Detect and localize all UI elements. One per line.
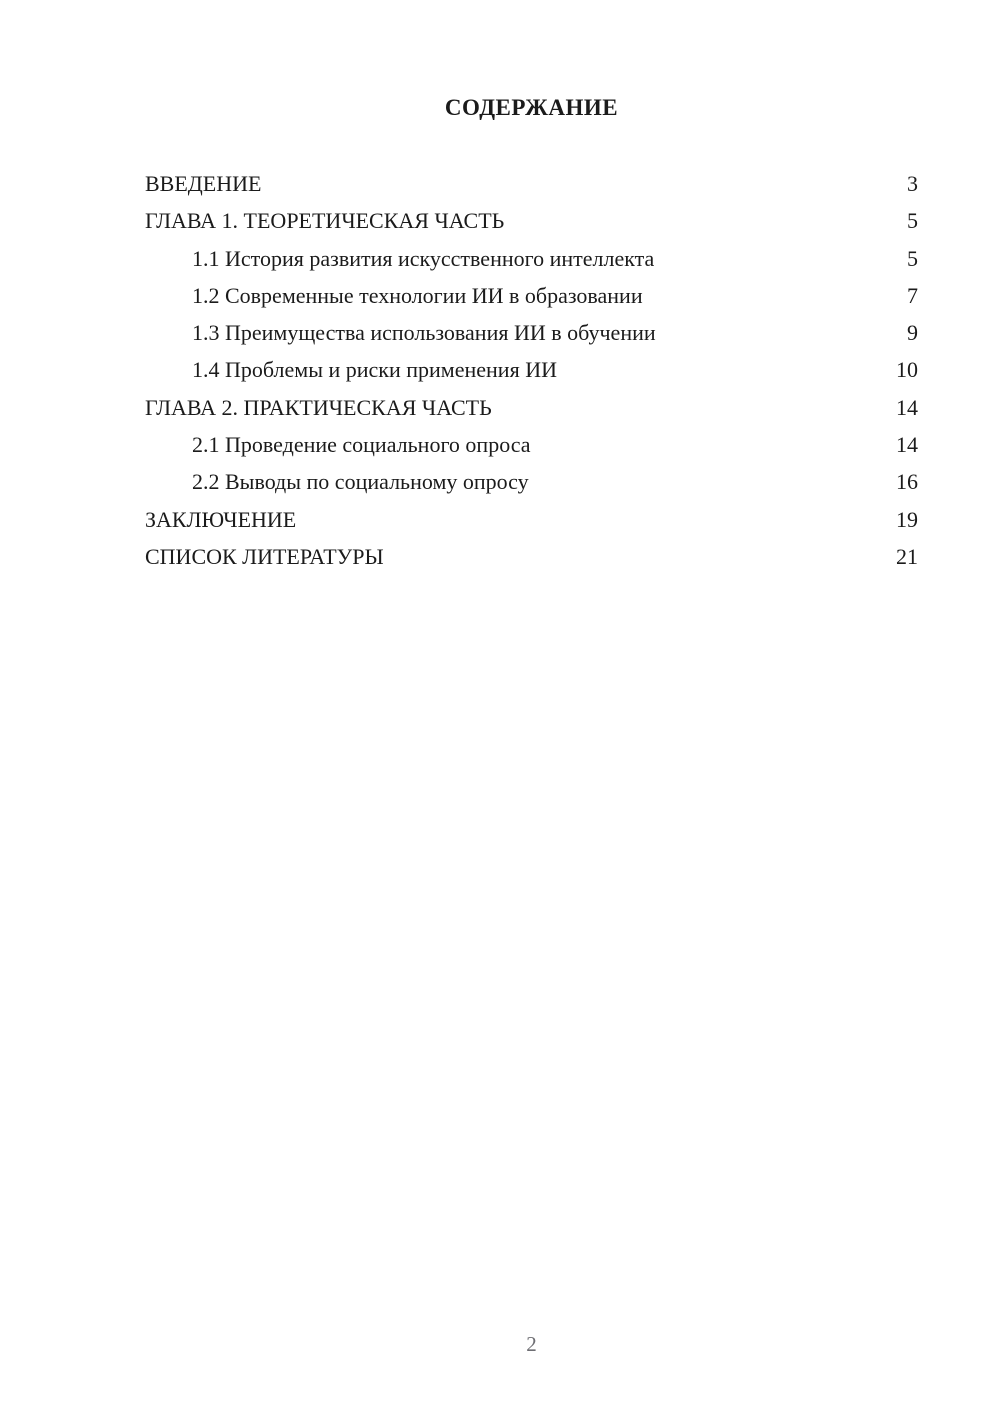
toc-entry-page: 14 <box>896 394 918 420</box>
toc-entry-label: 2.1 Проведение социального опроса <box>192 432 531 458</box>
toc-entry-label: ГЛАВА 2. ПРАКТИЧЕСКАЯ ЧАСТЬ <box>145 394 492 420</box>
toc-entry-page: 9 <box>907 320 918 346</box>
toc-entry-page: 21 <box>896 543 918 569</box>
toc-entry-page: 10 <box>896 357 918 383</box>
toc-entry-label: СПИСОК ЛИТЕРАТУРЫ <box>145 543 384 569</box>
toc-entry <box>145 314 918 351</box>
toc-entry <box>145 351 918 388</box>
toc-entry <box>145 426 918 463</box>
toc-entry-page: 16 <box>896 469 918 495</box>
toc-entry-page: 3 <box>907 171 918 196</box>
toc-entry <box>145 389 918 426</box>
toc-list <box>145 165 918 575</box>
toc-entry <box>145 538 918 575</box>
toc-entry-label: 1.4 Проблемы и риски применения ИИ <box>192 357 557 383</box>
toc-entry <box>145 202 918 239</box>
footer-page-number: 2 <box>526 1332 537 1356</box>
toc-entry <box>145 463 918 500</box>
toc-entry-page: 5 <box>907 245 918 271</box>
toc-entry-label: ЗАКЛЮЧЕНИЕ <box>145 506 297 532</box>
toc-entry-label: 1.2 Современные технологии ИИ в образовании <box>192 282 643 308</box>
toc-entry-label: 1.3 Преимущества использования ИИ в обучении <box>192 320 656 346</box>
toc-entry-label: 2.2 Выводы по социальному опросу <box>192 469 529 495</box>
toc-entry-label: ВВЕДЕНИЕ <box>145 171 262 196</box>
content-column <box>145 0 918 575</box>
toc-entry <box>145 165 918 202</box>
toc-entry-page: 14 <box>896 432 918 458</box>
toc-entry-page: 19 <box>896 506 918 532</box>
toc-entry-label: ГЛАВА 1. ТЕОРЕТИЧЕСКАЯ ЧАСТЬ <box>145 208 505 234</box>
toc-entry <box>145 501 918 538</box>
toc-entry-page: 5 <box>907 208 918 234</box>
toc-entry <box>145 277 918 314</box>
toc-entry <box>145 240 918 277</box>
toc-entry-label: 1.1 История развития искусственного интеллекта <box>192 245 655 271</box>
page-title: СОДЕРЖАНИЕ <box>444 95 619 120</box>
toc-entry-page: 7 <box>907 282 918 308</box>
